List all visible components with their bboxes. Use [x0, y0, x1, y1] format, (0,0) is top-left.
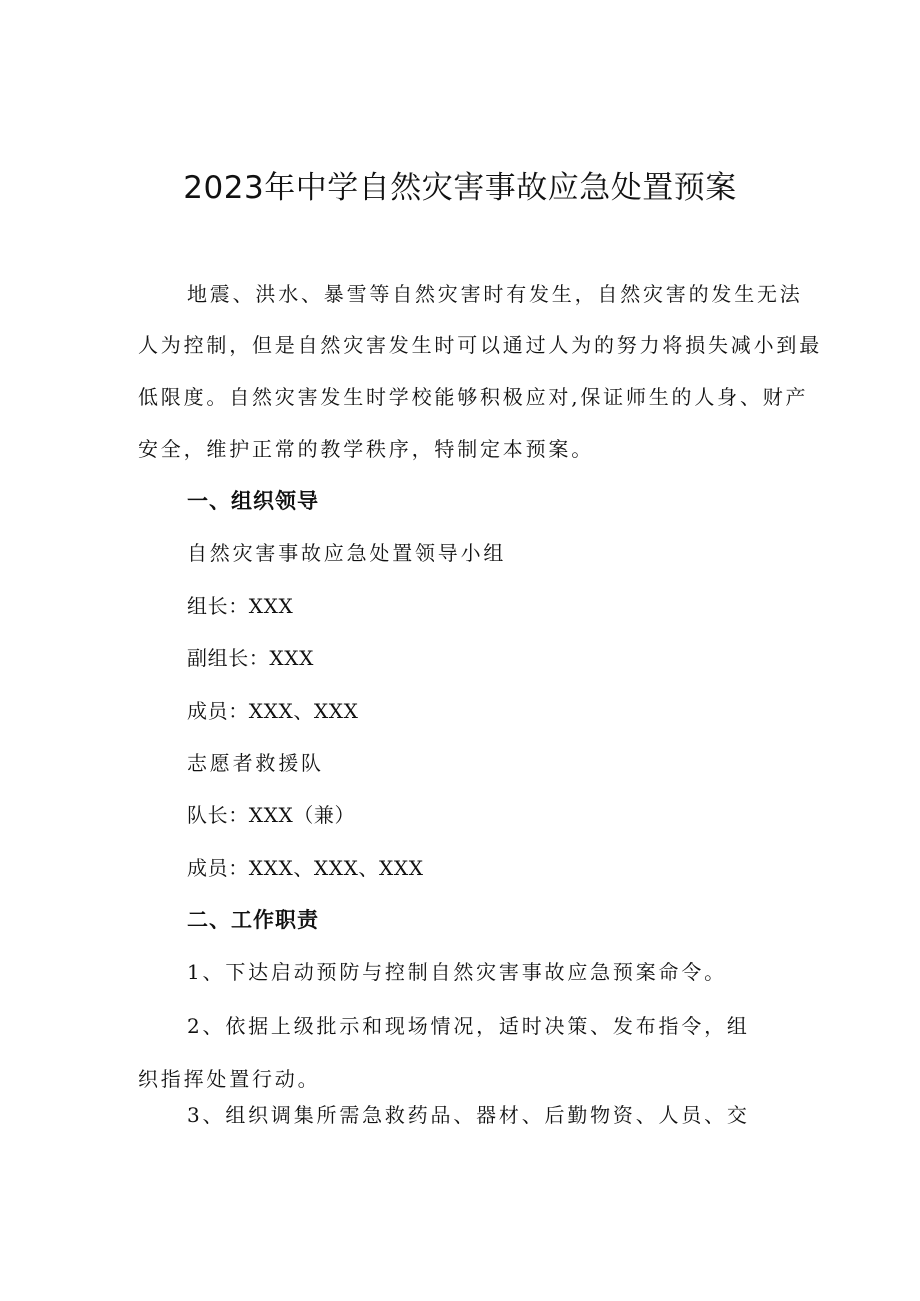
intro-line: 人为控制，但是自然灾害发生时可以通过人为的努力将损失减小到最: [138, 333, 822, 357]
intro-line: 安全，维护正常的教学秩序，特制定本预案。: [138, 437, 594, 461]
duty-line: 1、下达启动预防与控制自然灾害事故应急预案命令。: [187, 960, 727, 984]
org-line: 志愿者救援队: [187, 751, 324, 775]
duty-line: 2、依据上级批示和现场情况，适时决策、发布指令，组: [187, 1014, 750, 1038]
duty-line: 织指挥处置行动。: [138, 1067, 321, 1091]
intro-line: 地震、洪水、暴雪等自然灾害时有发生，自然灾害的发生无法: [187, 282, 803, 306]
section-heading-duties: 二、工作职责: [187, 908, 319, 932]
duty-line: 3、组织调集所需急救药品、器材、后勤物资、人员、交: [187, 1103, 750, 1127]
org-line: 自然灾害事故应急处置领导小组: [187, 541, 507, 565]
org-line: 成员：XXX、XXX、XXX: [187, 856, 424, 880]
org-line: 副组长：XXX: [187, 646, 314, 670]
section-heading-organization: 一、组织领导: [187, 489, 319, 513]
org-line: 组长：XXX: [187, 594, 294, 618]
intro-line: 低限度。自然灾害发生时学校能够积极应对,保证师生的人身、财产: [138, 385, 809, 409]
org-line: 成员：XXX、XXX: [187, 699, 359, 723]
document-title: 2023年中学自然灾害事故应急处置预案: [183, 170, 737, 206]
org-line: 队长：XXX（兼）: [187, 803, 356, 827]
